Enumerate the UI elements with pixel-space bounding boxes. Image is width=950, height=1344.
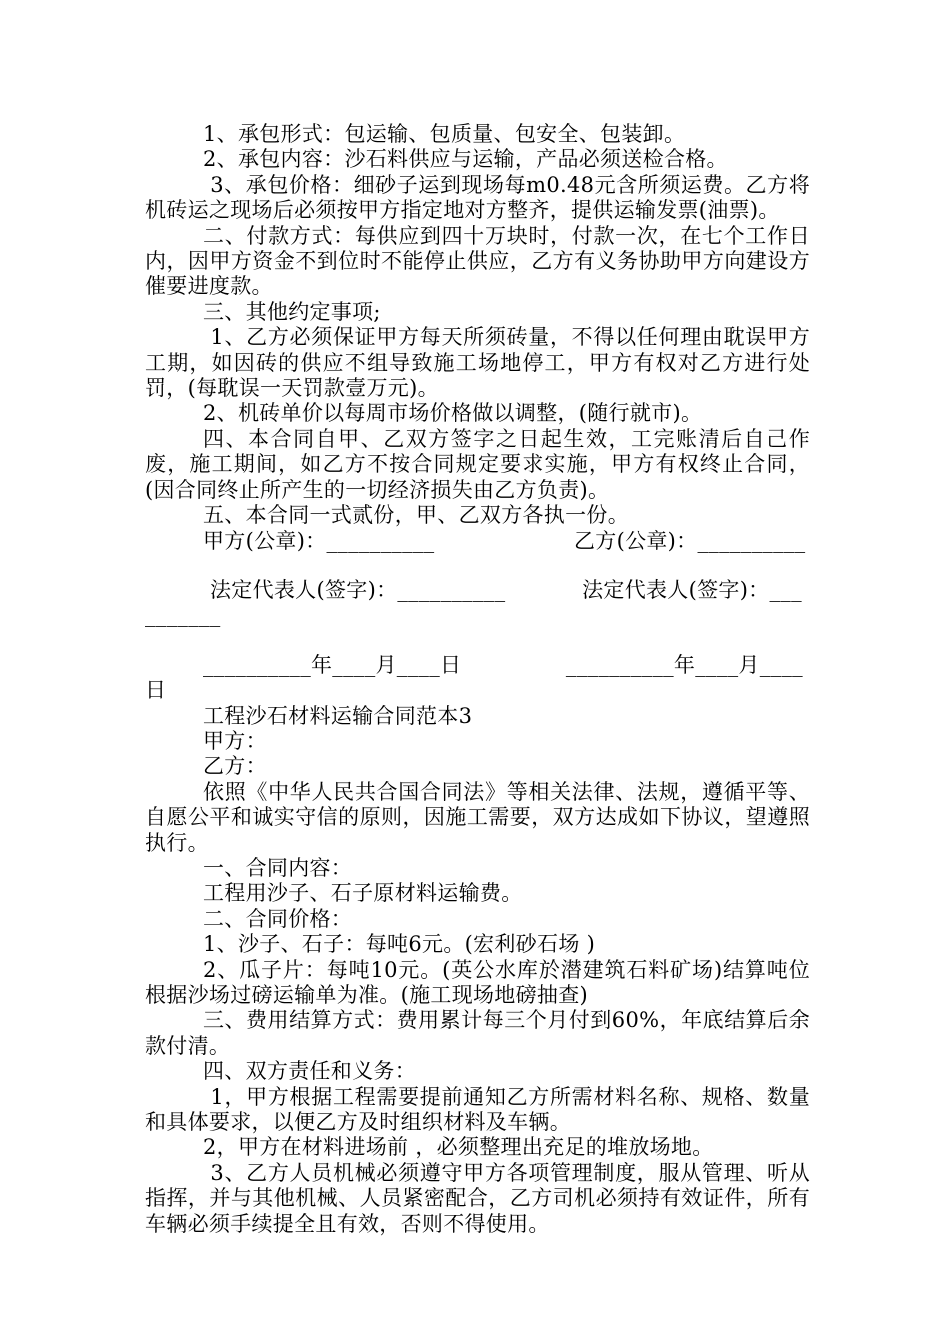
paragraph: 五、本合同一式贰份，甲、乙双方各执一份。 xyxy=(203,503,629,528)
paragraph: 1、沙子、石子：每吨6元。(宏利砂石场 ) xyxy=(203,932,596,957)
paragraph: 依照《中华人民共合国合同法》等相关法律、法规，遵循平等、自愿公平和诚实守信的原则，因施工需要，双方达成如下协议，望遵照执行。 xyxy=(145,779,810,855)
paragraph: 2、承包内容：沙石料供应与运输，产品必须送检合格。 xyxy=(203,147,728,172)
paragraph: 四、双方责任和义务： xyxy=(203,1059,416,1084)
paragraph: 二、付款方式：每供应到四十万块时，付款一次，在七个工作日内，因甲方资金不到位时不能停止供应，乙方有义务协助甲方向建设方催要进度款。 xyxy=(145,223,810,299)
paragraph: 2、机砖单价以每周市场价格做以调整，(随行就市)。 xyxy=(203,401,703,426)
section-title: 工程沙石材料运输合同范本3 xyxy=(203,703,473,728)
paragraph: 一、合同内容： xyxy=(203,855,353,880)
paragraph: 四、本合同自甲、乙双方签字之日起生效，工完账清后自己作废，施工期间，如乙方不按合同规定要求实施，甲方有权终止合同，(因合同终止所产生的一切经济损失由乙方负责)。 xyxy=(145,426,810,502)
paragraph: 三、其他约定事项; xyxy=(203,299,381,324)
signature-party-a-b: 甲方(公章)：__________ 乙方(公章)：__________ xyxy=(203,528,806,553)
paragraph: 1、承包形式：包运输、包质量、包安全、包装卸。 xyxy=(203,122,686,146)
paragraph: 3、乙方人员机械必须遵守甲方各项管理制度，服从管理、听从指挥，并与其他机械、人员紧密配合，乙方司机必须持有效证件，所有车辆必须手续提全且有效，否则不得使用。 xyxy=(145,1160,810,1236)
paragraph: 2、瓜子片：每吨10元。(英公水库於潜建筑石料矿场)结算吨位根据沙场过磅运输单为准。(施工现场地磅抽查) xyxy=(145,957,810,1007)
paragraph: 2，甲方在材料进场前 ，必须整理出充足的堆放场地。 xyxy=(203,1135,714,1160)
paragraph: 三、费用结算方式：费用累计每三个月付到60%，年底结算后余款付清。 xyxy=(145,1008,810,1058)
paragraph: 二、合同价格： xyxy=(203,906,353,931)
paragraph: 1、乙方必须保证甲方每天所须砖量，不得以任何理由耽误甲方工期，如因砖的供应不组导致施工场地停工，甲方有权对乙方进行处罚，(每耽误一天罚款壹万元)。 xyxy=(145,325,810,401)
contract-document xyxy=(145,122,810,1237)
signature-legal-representative: 法定代表人(签字)：__________ 法定代表人(签字)：__________ xyxy=(145,577,802,628)
paragraph: 乙方： xyxy=(203,754,267,779)
paragraph: 3、承包价格：细砂子运到现场每m0.48元含所须运费。乙方将机砖运之现场后必须按甲方指定地对方整齐，提供运输发票(油票)。 xyxy=(145,172,810,223)
paragraph: 甲方： xyxy=(203,728,267,753)
paragraph: 工程用沙子、石子原材料运输费。 xyxy=(203,881,523,906)
signature-date: __________年____月____日 __________年____月____日 xyxy=(145,652,803,703)
paragraph: 1，甲方根据工程需要提前通知乙方所需材料名称、规格、数量和具体要求，以便乙方及时组织材料及车辆。 xyxy=(145,1084,810,1135)
